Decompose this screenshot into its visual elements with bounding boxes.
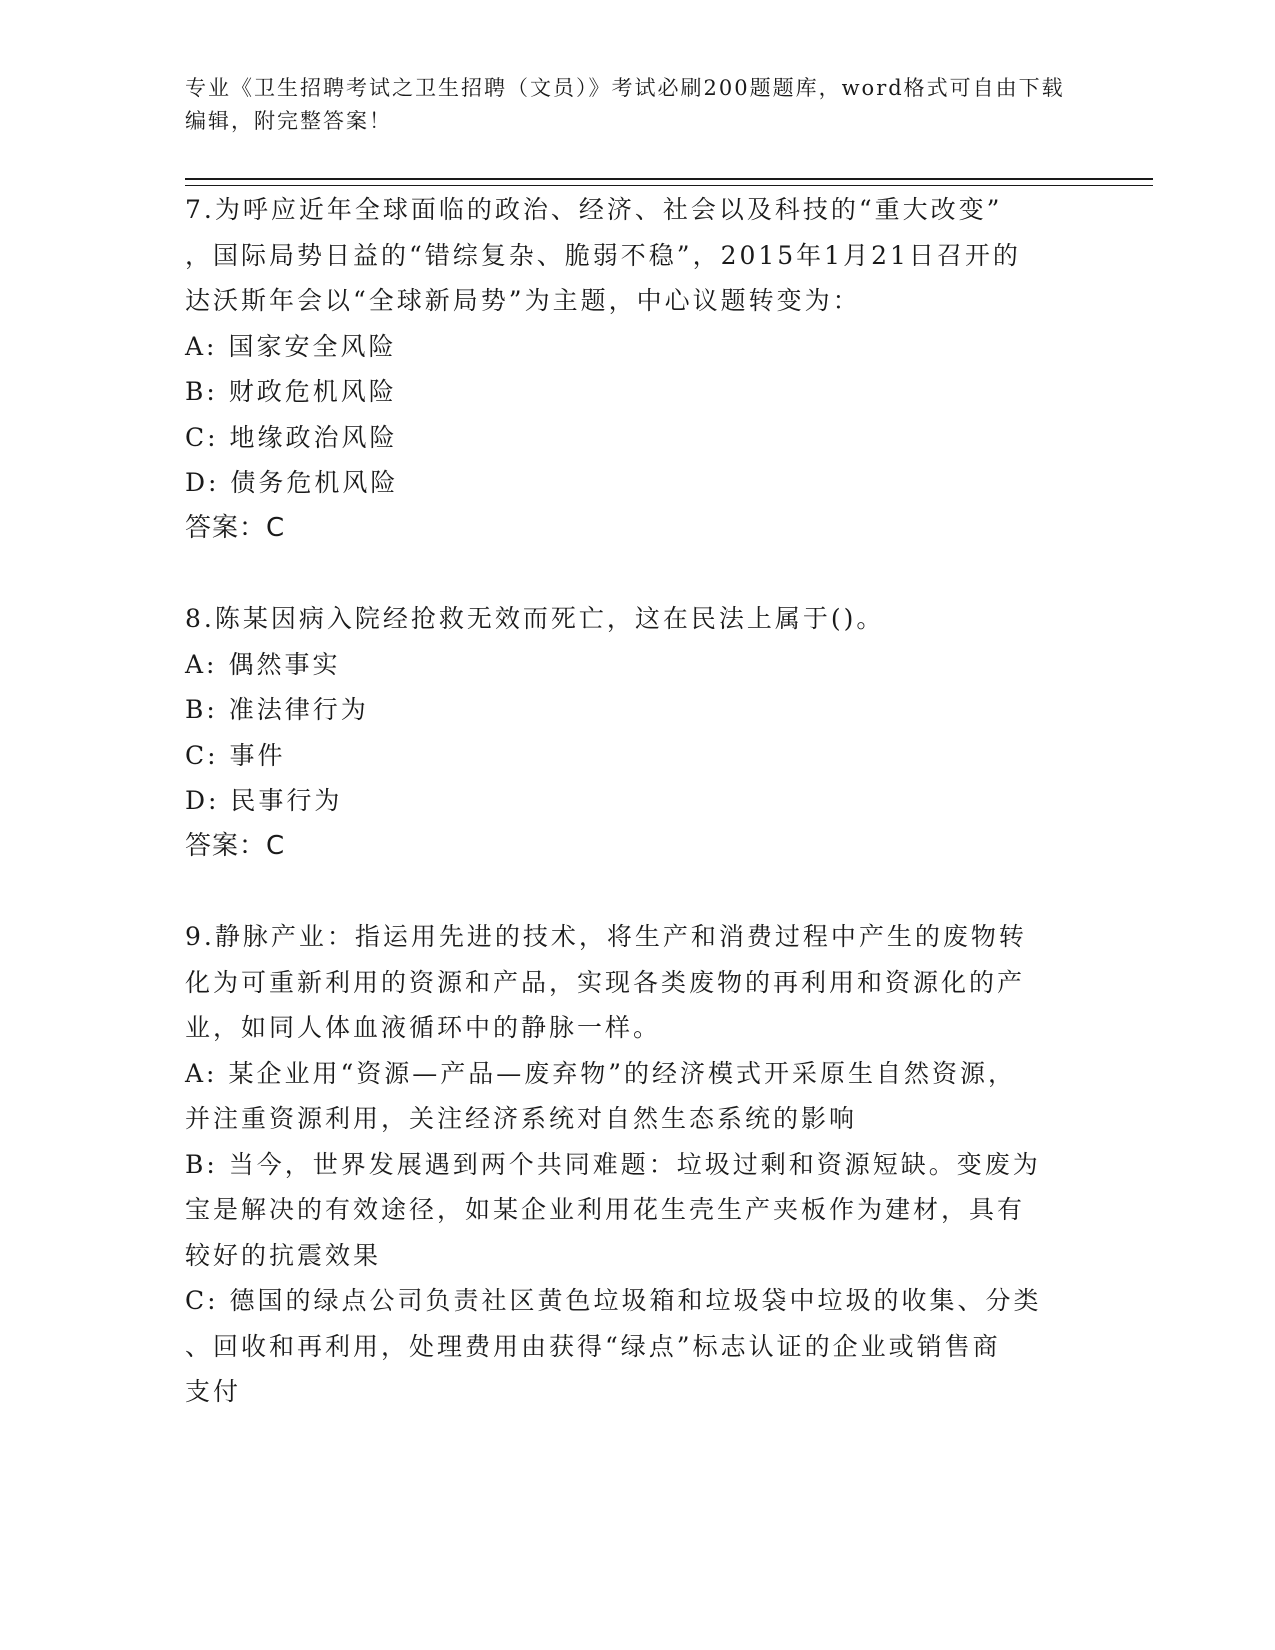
option-label: A: bbox=[185, 331, 218, 361]
question-9-option-b bbox=[185, 1142, 1085, 1188]
question-7-text-3: 达沃斯年会以“全球新局势”为主题，中心议题转变为： bbox=[185, 286, 861, 315]
question-9 bbox=[185, 914, 1085, 1415]
question-7-number: 7. bbox=[185, 195, 215, 224]
option-label: D: bbox=[185, 468, 220, 497]
question-9-option-c bbox=[185, 1278, 1085, 1324]
option-label: B: bbox=[185, 1149, 218, 1179]
option-label: A: bbox=[185, 649, 218, 679]
question-9-number: 9. bbox=[185, 922, 215, 951]
option-text: 事件 bbox=[229, 740, 286, 770]
option-label: D: bbox=[185, 786, 220, 815]
option-text: 债务危机风险 bbox=[230, 468, 399, 497]
question-9-option-c-cont-1: 、回收和再利用，处理费用由获得“绿点”标志认证的企业或销售商 bbox=[185, 1331, 1001, 1361]
header-divider bbox=[185, 178, 1153, 186]
question-8-option-a bbox=[185, 642, 1085, 688]
option-text: 德国的绿点公司负责社区黄色垃圾箱和垃圾袋中垃圾的收集、分类 bbox=[229, 1286, 1042, 1315]
document-header: 专业《卫生招聘考试之卫生招聘（文员）》考试必刷200题题库，word格式可自由下载编辑，附完整答案！ bbox=[185, 76, 1065, 133]
question-9-option-a-cont-1: 并注重资源利用，关注经济系统对自然生态系统的影响 bbox=[185, 1104, 858, 1133]
question-7-line-1 bbox=[185, 187, 1085, 233]
question-8-option-b bbox=[185, 687, 1085, 733]
question-8-text-1: 陈某因病入院经抢救无效而死亡，这在民法上属于()。 bbox=[214, 604, 885, 633]
option-text: 偶然事实 bbox=[228, 649, 341, 679]
option-label: C: bbox=[185, 740, 219, 770]
question-8-answer: 答案：C bbox=[185, 830, 286, 861]
option-label: C: bbox=[185, 422, 219, 452]
question-9-text-1: 静脉产业：指运用先进的技术，将生产和消费过程中产生的废物转 bbox=[214, 922, 1027, 951]
option-label: C: bbox=[185, 1286, 219, 1315]
question-9-line-1 bbox=[185, 914, 1085, 960]
option-label: B: bbox=[185, 377, 218, 406]
question-7-option-c bbox=[185, 415, 1085, 461]
question-9-option-b-cont-2: 较好的抗震效果 bbox=[185, 1240, 382, 1270]
question-9-text-3: 业，如同人体血液循环中的静脉一样。 bbox=[185, 1013, 662, 1042]
option-text: 准法律行为 bbox=[228, 695, 369, 724]
option-text: 当今，世界发展遇到两个共同难题：垃圾过剩和资源短缺。变废为 bbox=[228, 1149, 1041, 1179]
option-label: A: bbox=[185, 1058, 218, 1088]
question-7-text-1: 为呼应近年全球面临的政治、经济、社会以及科技的“重大改变” bbox=[214, 195, 1003, 224]
question-9-option-c-cont-2: 支付 bbox=[185, 1377, 242, 1406]
question-7 bbox=[185, 187, 1085, 551]
option-text: 财政危机风险 bbox=[228, 377, 397, 406]
question-7-answer: 答案：C bbox=[185, 512, 286, 543]
option-text: 某企业用“资源—产品—废弃物”的经济模式开采原生自然资源， bbox=[228, 1058, 1017, 1088]
question-list bbox=[185, 187, 1085, 1415]
question-8-option-c bbox=[185, 733, 1085, 779]
question-spacer bbox=[185, 869, 1085, 914]
question-8-option-d bbox=[185, 778, 1085, 824]
question-8-number: 8. bbox=[185, 604, 215, 633]
question-9-option-b-cont-1: 宝是解决的有效途径，如某企业利用花生壳生产夹板作为建材，具有 bbox=[185, 1195, 1026, 1224]
question-8 bbox=[185, 596, 1085, 869]
question-8-line-1 bbox=[185, 596, 1085, 642]
question-7-option-a bbox=[185, 324, 1085, 370]
question-7-text-2: ，国际局势日益的“错综复杂、脆弱不稳”，2015年1月21日召开的 bbox=[185, 240, 1021, 270]
option-text: 地缘政治风险 bbox=[229, 422, 398, 452]
option-label: B: bbox=[185, 695, 218, 724]
question-7-option-b bbox=[185, 369, 1085, 415]
question-9-text-2: 化为可重新利用的资源和产品，实现各类废物的再利用和资源化的产 bbox=[185, 967, 1026, 997]
question-9-option-a bbox=[185, 1051, 1085, 1097]
option-text: 国家安全风险 bbox=[228, 331, 397, 361]
question-spacer bbox=[185, 551, 1085, 596]
option-text: 民事行为 bbox=[230, 786, 343, 815]
question-7-option-d bbox=[185, 460, 1085, 506]
